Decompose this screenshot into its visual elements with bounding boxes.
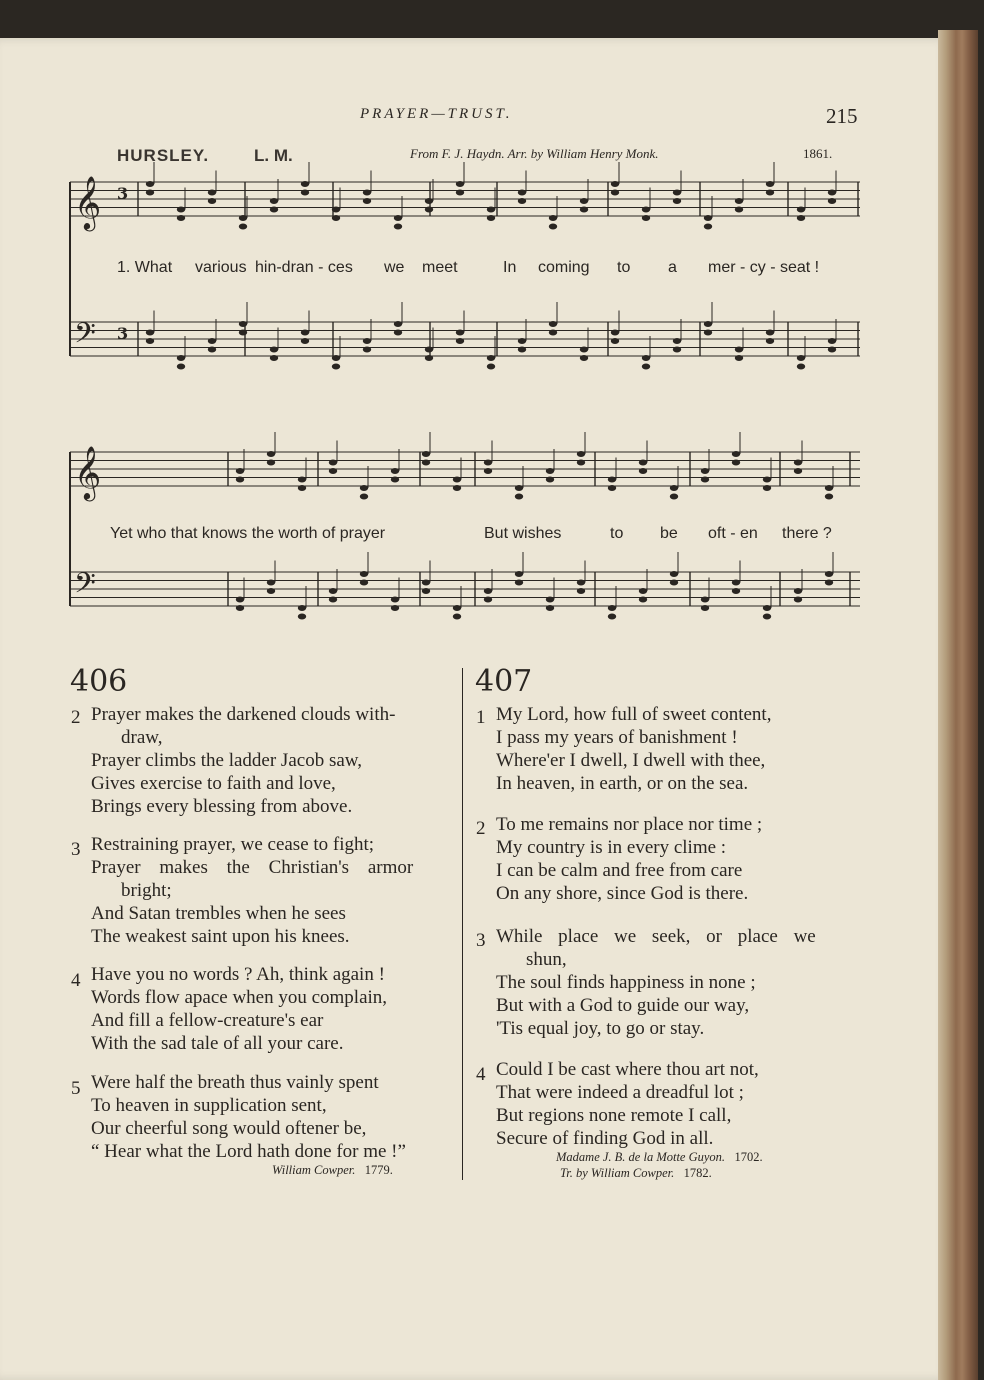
note-head <box>301 330 309 336</box>
note-head <box>732 451 740 457</box>
lyric-word: In <box>503 259 517 276</box>
verse-line: While place we seek, or place we <box>496 926 816 947</box>
note-head <box>267 580 275 586</box>
note-head <box>701 477 709 483</box>
note-head <box>391 605 399 611</box>
tune-meter: L. M. <box>254 146 293 165</box>
note-head <box>639 460 647 466</box>
lyric-word: be <box>660 525 678 542</box>
note-head <box>453 614 461 620</box>
verse-line: draw, <box>121 727 163 748</box>
verse-number: 3 <box>476 930 486 951</box>
verse-line: Restraining prayer, we cease to fight; <box>91 834 375 855</box>
note-head <box>763 485 771 491</box>
verse-line: shun, <box>526 949 567 970</box>
lyric-word: we <box>384 259 405 276</box>
note-head <box>549 224 557 230</box>
note-head <box>360 580 368 586</box>
note-head <box>608 614 616 620</box>
note-head <box>639 597 647 603</box>
bass-clef: 𝄢 <box>74 567 96 607</box>
note-head <box>794 588 802 594</box>
note-head <box>332 364 340 370</box>
verse-number: 1 <box>476 707 486 728</box>
note-head <box>236 468 244 474</box>
note-head <box>236 597 244 603</box>
verse-number: 2 <box>476 818 486 839</box>
note-head <box>580 207 588 213</box>
note-head <box>701 468 709 474</box>
note-head <box>673 338 681 344</box>
note-head <box>332 355 340 361</box>
note-head <box>301 190 309 196</box>
note-head <box>577 580 585 586</box>
note-head <box>456 190 464 196</box>
note-head <box>177 355 185 361</box>
note-head <box>518 338 526 344</box>
note-head <box>177 215 185 221</box>
lyric-word: various <box>195 259 247 276</box>
verse-line: I can be calm and free from care <box>496 860 743 881</box>
hymn-number-407: 407 <box>475 664 533 699</box>
verse-number: 4 <box>71 970 81 991</box>
note-head <box>360 494 368 500</box>
note-head <box>239 215 247 221</box>
note-head <box>704 321 712 327</box>
note-head <box>828 190 836 196</box>
note-head <box>518 347 526 353</box>
note-head <box>456 338 464 344</box>
note-head <box>670 580 678 586</box>
note-head <box>797 364 805 370</box>
note-head <box>546 597 554 603</box>
verse-line: I pass my years of banishment ! <box>496 727 738 748</box>
note-head <box>763 614 771 620</box>
note-head <box>828 347 836 353</box>
note-head <box>332 207 340 213</box>
verse-line: The weakest saint upon his knees. <box>91 926 350 947</box>
note-head <box>701 605 709 611</box>
note-head <box>577 451 585 457</box>
hymn-407-credit-line2 <box>560 1166 712 1181</box>
note-head <box>146 330 154 336</box>
note-head <box>704 215 712 221</box>
verse-line: Could I be cast where thou art not, <box>496 1059 759 1080</box>
verse-line: Prayer makes the Christian's armor <box>91 857 414 878</box>
note-head <box>146 190 154 196</box>
note-head <box>329 468 337 474</box>
running-head: PRAYER—TRUST. <box>360 106 513 122</box>
verse-line: Where'er I dwell, I dwell with thee, <box>496 750 766 771</box>
note-head <box>146 338 154 344</box>
note-head <box>487 207 495 213</box>
lyric-word: oft - en <box>708 525 758 542</box>
note-head <box>797 215 805 221</box>
note-head <box>329 588 337 594</box>
note-head <box>670 571 678 577</box>
note-head <box>549 321 557 327</box>
note-head <box>642 215 650 221</box>
note-head <box>453 485 461 491</box>
note-head <box>239 321 247 327</box>
note-head <box>484 468 492 474</box>
note-head <box>766 338 774 344</box>
note-head <box>611 338 619 344</box>
note-head <box>673 198 681 204</box>
note-head <box>239 330 247 336</box>
time-signature: 3 <box>117 324 129 343</box>
verse-number: 2 <box>71 707 81 728</box>
credit-year: 1782. <box>683 1166 712 1180</box>
note-head <box>425 207 433 213</box>
note-head <box>763 477 771 483</box>
note-head <box>360 485 368 491</box>
note-head <box>363 190 371 196</box>
note-head <box>735 355 743 361</box>
bass-clef: 𝄢 <box>74 317 96 357</box>
note-head <box>642 355 650 361</box>
note-head <box>177 364 185 370</box>
note-head <box>208 198 216 204</box>
note-head <box>701 597 709 603</box>
verse-line: 'Tis equal joy, to go or stay. <box>496 1018 705 1039</box>
music-score <box>0 0 984 660</box>
lyric-word: a <box>668 259 677 276</box>
lyric-word: 1. What <box>117 259 173 276</box>
note-head <box>208 338 216 344</box>
time-signature: 3 <box>117 184 129 203</box>
note-head <box>580 198 588 204</box>
note-head <box>825 580 833 586</box>
note-head <box>608 605 616 611</box>
lyric-word: Yet who that knows the worth of prayer <box>110 525 386 542</box>
verse-line: Secure of finding God in all. <box>496 1128 714 1149</box>
note-head <box>236 477 244 483</box>
verse-number: 4 <box>476 1064 486 1085</box>
note-head <box>453 605 461 611</box>
note-head <box>639 468 647 474</box>
treble-clef: 𝄞 <box>74 175 102 229</box>
verse-line: Prayer climbs the ladder Jacob saw, <box>91 750 363 771</box>
note-head <box>267 460 275 466</box>
credit-year: 1779. <box>364 1163 393 1177</box>
note-head <box>797 355 805 361</box>
verse-line: But regions none remote I call, <box>496 1105 732 1126</box>
note-head <box>270 198 278 204</box>
note-head <box>549 215 557 221</box>
note-head <box>608 485 616 491</box>
note-head <box>828 338 836 344</box>
note-head <box>794 597 802 603</box>
note-head <box>329 597 337 603</box>
note-head <box>546 605 554 611</box>
note-head <box>732 460 740 466</box>
note-head <box>267 588 275 594</box>
verse-line: And fill a fellow-creature's ear <box>91 1010 324 1031</box>
note-head <box>239 224 247 230</box>
verse-line: To heaven in supplication sent, <box>91 1095 327 1116</box>
note-head <box>422 460 430 466</box>
note-head <box>484 588 492 594</box>
note-head <box>208 190 216 196</box>
verse-line: Our cheerful song would oftener be, <box>91 1118 367 1139</box>
note-head <box>642 207 650 213</box>
note-head <box>236 605 244 611</box>
note-head <box>301 181 309 187</box>
credit-year: 1702. <box>734 1150 763 1164</box>
lyric-word: to <box>610 525 624 542</box>
note-head <box>391 597 399 603</box>
note-head <box>394 330 402 336</box>
note-head <box>208 347 216 353</box>
verse-line: But with a God to guide our way, <box>496 995 750 1016</box>
lyric-word: to <box>617 259 631 276</box>
note-head <box>577 460 585 466</box>
note-head <box>298 605 306 611</box>
note-head <box>704 224 712 230</box>
note-head <box>766 330 774 336</box>
note-head <box>422 588 430 594</box>
note-head <box>456 181 464 187</box>
note-head <box>515 580 523 586</box>
column-divider <box>462 668 463 1180</box>
note-head <box>394 321 402 327</box>
verse-line: “ Hear what the Lord hath done for me !” <box>91 1141 406 1162</box>
verse-line: My Lord, how full of sweet content, <box>496 704 772 725</box>
tune-attribution: From F. J. Haydn. Arr. by William Henry Monk. <box>410 146 659 161</box>
verse-line: With the sad tale of all your care. <box>91 1033 344 1054</box>
note-head <box>766 181 774 187</box>
lyric-word: hin-dran - ces <box>255 259 353 276</box>
note-head <box>732 588 740 594</box>
verse-line: In heaven, in earth, or on the sea. <box>496 773 749 794</box>
note-head <box>267 451 275 457</box>
verse-line: And Satan trembles when he sees <box>91 903 346 924</box>
note-head <box>518 198 526 204</box>
lyric-word: But wishes <box>484 525 562 542</box>
note-head <box>298 485 306 491</box>
verse-line: Gives exercise to faith and love, <box>91 773 336 794</box>
verse-line: Prayer makes the darkened clouds with- <box>91 704 396 725</box>
note-head <box>546 477 554 483</box>
note-head <box>484 597 492 603</box>
credit-author: William Cowper. <box>272 1163 356 1177</box>
note-head <box>673 347 681 353</box>
verse-line: bright; <box>121 880 172 901</box>
note-head <box>394 215 402 221</box>
note-head <box>580 347 588 353</box>
note-head <box>329 460 337 466</box>
note-head <box>301 338 309 344</box>
lyric-word: there ? <box>782 525 832 542</box>
note-head <box>425 347 433 353</box>
note-head <box>298 614 306 620</box>
note-head <box>515 571 523 577</box>
note-head <box>797 207 805 213</box>
note-head <box>487 364 495 370</box>
credit-author: Madame J. B. de la Motte Guyon. <box>556 1150 726 1164</box>
note-head <box>422 451 430 457</box>
note-head <box>270 347 278 353</box>
note-head <box>766 190 774 196</box>
note-head <box>515 485 523 491</box>
note-head <box>732 580 740 586</box>
page-number: 215 <box>826 104 858 128</box>
note-head <box>673 190 681 196</box>
note-head <box>270 207 278 213</box>
note-head <box>577 588 585 594</box>
tune-year: 1861. <box>803 146 833 161</box>
note-head <box>546 468 554 474</box>
note-head <box>670 494 678 500</box>
lyric-word: meet <box>422 259 458 276</box>
note-head <box>825 494 833 500</box>
note-head <box>425 198 433 204</box>
lyric-word: mer - cy - seat ! <box>708 259 820 276</box>
note-head <box>332 215 340 221</box>
hymn-number-406: 406 <box>70 664 128 699</box>
note-head <box>518 190 526 196</box>
note-head <box>456 330 464 336</box>
lyric-word: coming <box>538 259 590 276</box>
note-head <box>270 355 278 361</box>
note-head <box>794 468 802 474</box>
verse-line: Words flow apace when you complain, <box>91 987 388 1008</box>
note-head <box>828 198 836 204</box>
note-head <box>394 224 402 230</box>
note-head <box>608 477 616 483</box>
note-head <box>363 338 371 344</box>
note-head <box>735 198 743 204</box>
note-head <box>611 181 619 187</box>
note-head <box>670 485 678 491</box>
note-head <box>825 571 833 577</box>
hymn-406-credit <box>272 1163 393 1178</box>
note-head <box>363 347 371 353</box>
note-head <box>422 580 430 586</box>
verse-line: My country is in every clime : <box>496 837 727 858</box>
note-head <box>549 330 557 336</box>
note-head <box>177 207 185 213</box>
note-head <box>794 460 802 466</box>
note-head <box>763 605 771 611</box>
note-head <box>704 330 712 336</box>
note-head <box>611 330 619 336</box>
verse-line: On any shore, since God is there. <box>496 883 749 904</box>
verse-line: The soul finds happiness in none ; <box>496 972 756 993</box>
note-head <box>391 468 399 474</box>
verse-line: To me remains nor place nor time ; <box>496 814 763 835</box>
verse-number: 5 <box>71 1078 81 1099</box>
note-head <box>360 571 368 577</box>
note-head <box>487 215 495 221</box>
verse-line: Brings every blessing from above. <box>91 796 353 817</box>
note-head <box>487 355 495 361</box>
note-head <box>735 347 743 353</box>
hymn-407-credit-line1 <box>556 1150 763 1165</box>
treble-clef: 𝄞 <box>74 445 102 499</box>
note-head <box>611 190 619 196</box>
note-head <box>425 355 433 361</box>
note-head <box>484 460 492 466</box>
tune-name: HURSLEY. <box>117 146 210 165</box>
verse-line: That were indeed a dreadful lot ; <box>496 1082 744 1103</box>
note-head <box>580 355 588 361</box>
verse-line: Were half the breath thus vainly spent <box>91 1072 379 1093</box>
note-head <box>298 477 306 483</box>
note-head <box>639 588 647 594</box>
verse-number: 3 <box>71 839 81 860</box>
verse-line: Have you no words ? Ah, think again ! <box>91 964 385 985</box>
note-head <box>825 485 833 491</box>
note-head <box>735 207 743 213</box>
note-head <box>391 477 399 483</box>
note-head <box>146 181 154 187</box>
credit-translator: Tr. by William Cowper. <box>560 1166 675 1180</box>
note-head <box>453 477 461 483</box>
note-head <box>363 198 371 204</box>
note-head <box>515 494 523 500</box>
note-head <box>642 364 650 370</box>
